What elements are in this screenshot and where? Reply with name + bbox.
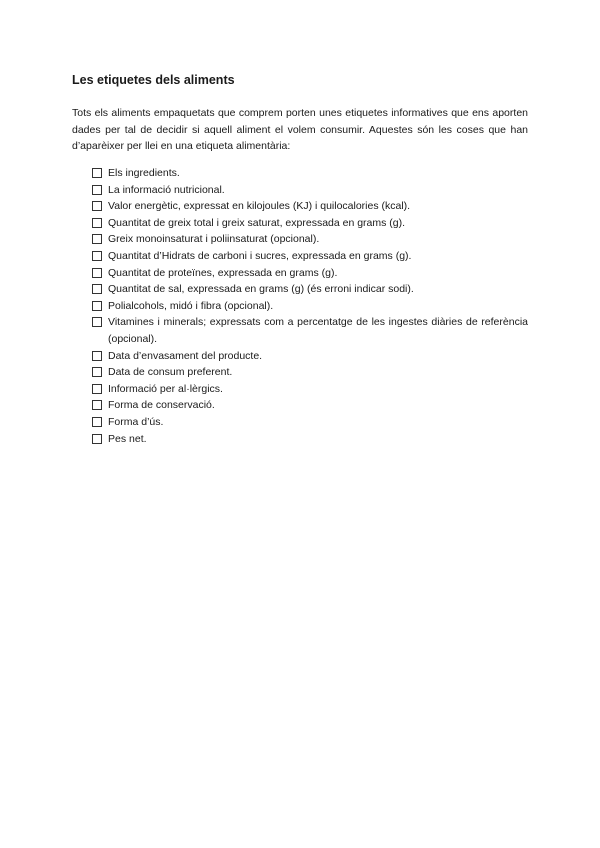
checklist-item-label: Quantitat de proteïnes, expressada en grams (g). — [108, 266, 338, 279]
checklist-item-label: Pes net. — [108, 432, 147, 445]
checkbox-icon[interactable] — [92, 201, 102, 211]
checklist-item[interactable] — [92, 231, 528, 248]
checklist-item-label: Forma d’ús. — [108, 415, 164, 428]
checklist-item[interactable] — [92, 364, 528, 381]
checklist-item[interactable] — [92, 198, 528, 215]
checklist-item[interactable] — [92, 397, 528, 414]
checkbox-icon[interactable] — [92, 384, 102, 394]
checkbox-icon[interactable] — [92, 351, 102, 361]
checklist-item-label: Polialcohols, midó i fibra (opcional). — [108, 299, 274, 312]
checklist-item-label: Informació per al·lèrgics. — [108, 382, 223, 395]
checklist-item-label: Valor energètic, expressat en kilojoules (KJ) i quilocalories (kcal). — [108, 200, 411, 213]
checkbox-icon[interactable] — [92, 234, 102, 244]
checklist-item[interactable] — [92, 414, 528, 431]
checklist-item[interactable] — [92, 281, 528, 298]
checklist-item[interactable] — [92, 298, 528, 315]
checklist-item-label: Quantitat de sal, expressada en grams (g) (és erroni indicar sodi). — [108, 283, 414, 296]
checklist-item-label: Forma de conservació. — [108, 399, 215, 412]
checklist-item[interactable] — [92, 265, 528, 282]
checklist-item-label: Quantitat d’Hidrats de carboni i sucres, expressada en grams (g). — [108, 249, 412, 262]
checklist-item-label: La informació nutricional. — [108, 183, 225, 196]
checklist-item[interactable] — [92, 381, 528, 398]
checklist-item-label: Els ingredients. — [108, 167, 180, 179]
checklist-item-label: Quantitat de greix total i greix saturat, expressada en grams (g). — [108, 216, 406, 229]
checkbox-icon[interactable] — [92, 317, 102, 327]
checklist-item[interactable] — [92, 431, 528, 448]
checklist — [92, 165, 528, 447]
checkbox-icon[interactable] — [92, 251, 102, 261]
checklist-item[interactable] — [92, 248, 528, 265]
checklist-item-label: Data d’envasament del producte. — [108, 349, 263, 362]
checkbox-icon[interactable] — [92, 185, 102, 195]
document-title: Les etiquetes dels aliments — [72, 73, 235, 87]
checkbox-icon[interactable] — [92, 168, 102, 178]
checklist-item[interactable] — [92, 182, 528, 199]
checklist-item[interactable] — [92, 348, 528, 365]
checkbox-icon[interactable] — [92, 434, 102, 444]
checkbox-icon[interactable] — [92, 417, 102, 427]
checklist-item[interactable] — [92, 215, 528, 232]
checkbox-icon[interactable] — [92, 268, 102, 278]
checkbox-icon[interactable] — [92, 367, 102, 377]
checkbox-icon[interactable] — [92, 218, 102, 228]
checkbox-icon[interactable] — [92, 400, 102, 410]
checkbox-icon[interactable] — [92, 284, 102, 294]
checklist-item[interactable] — [92, 165, 528, 182]
checklist-item-label: Greix monoinsaturat i poliinsaturat (opcional). — [108, 233, 320, 246]
checkbox-icon[interactable] — [92, 301, 102, 311]
checklist-item-label: Data de consum preferent. — [108, 366, 233, 379]
checklist-item-label: Vitamines i minerals; expressats com a percentatge de les ingestes diàries de referència (opcional). — [108, 316, 528, 345]
intro-paragraph: Tots els aliments empaquetats que comprem porten unes etiquetes informatives que ens aporten dades per tal de decidir si aquell aliment el volem consumir. Aquestes són les coses que han d’aparèixer per llei en una etiqueta alimentària: — [72, 107, 528, 152]
checklist-item[interactable] — [92, 314, 528, 347]
